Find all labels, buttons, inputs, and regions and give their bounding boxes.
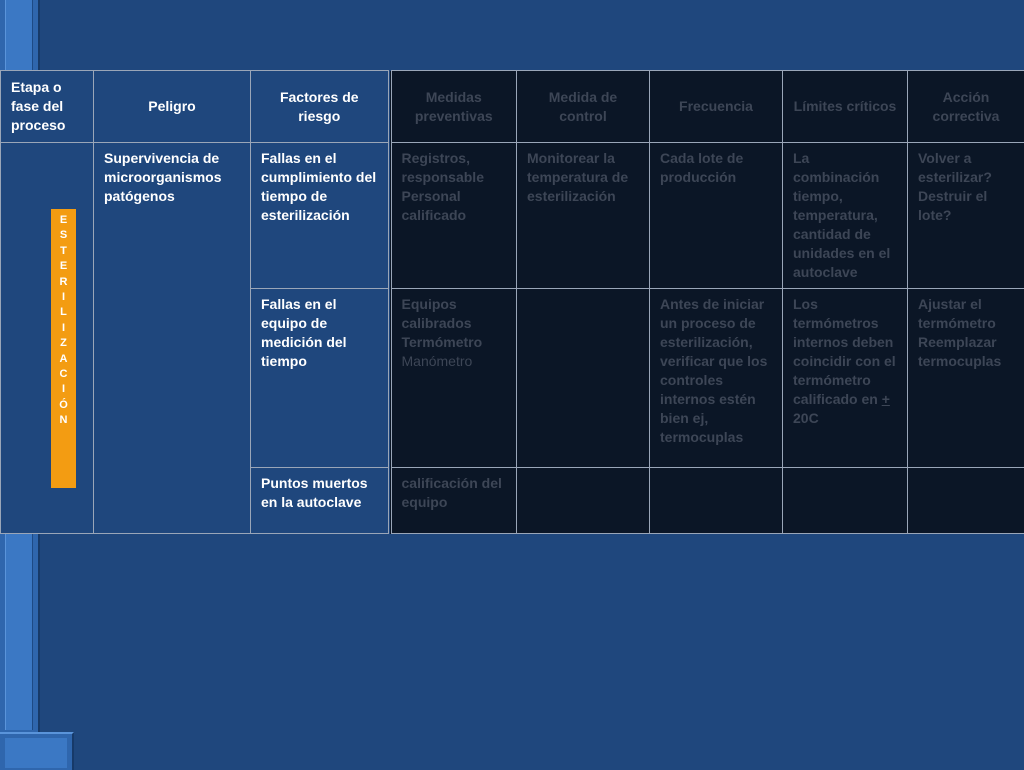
medidas-cell: calificación del equipo [390, 468, 517, 534]
stage-letter: E [60, 213, 67, 228]
control-cell [517, 468, 650, 534]
medidas-extra-text: Manómetro [402, 353, 473, 369]
control-cell: Monitorear la temperatura de esterilización [517, 143, 650, 289]
medidas-text: Equipos calibrados Termómetro [402, 296, 483, 350]
stage-letter: N [60, 413, 68, 428]
stage-letter: E [60, 259, 67, 274]
medidas-cell [390, 143, 517, 289]
medidas-extra-text: Personal calificado [402, 188, 467, 223]
control-cell [517, 289, 650, 468]
medidas-text: Registros, responsable [402, 150, 484, 185]
haccp-table [0, 70, 1024, 534]
stage-letter: C [60, 367, 68, 382]
plus-minus-symbol: + [882, 391, 890, 407]
header-etapa: Etapa o fase del proceso [1, 71, 94, 143]
header-peligro: Peligro [94, 71, 251, 143]
header-medidas: Medidas preventivas [390, 71, 517, 143]
stage-letter: S [60, 228, 67, 243]
stage-letter: T [60, 244, 67, 259]
stage-cell [1, 143, 94, 534]
medidas-cell [390, 289, 517, 468]
header-factores: Factores de riesgo [251, 71, 390, 143]
accion-cell: Volver a esterilizar? Destruir el lote? [908, 143, 1024, 289]
header-frecuencia: Frecuencia [650, 71, 783, 143]
table-header-row [1, 71, 1024, 143]
factor-cell: Puntos muertos en la autoclave [251, 468, 390, 534]
limites-text: Los termómetros internos deben coincidir con el termómetro calificado en [793, 296, 896, 407]
accion-cell: Ajustar el termómetro Reemplazar termocuplas [908, 289, 1024, 468]
header-limites: Límites críticos [783, 71, 908, 143]
table-row [1, 143, 1024, 289]
limites-cell [783, 289, 908, 468]
stage-letter: I [62, 321, 65, 336]
stage-letter: I [62, 290, 65, 305]
header-medida-control: Medida de control [517, 71, 650, 143]
stage-letter: Ó [59, 398, 68, 413]
stage-letter: Z [60, 336, 67, 351]
factor-cell: Fallas en el cumplimiento del tiempo de esterilización [251, 143, 390, 289]
decorative-foot-inner [5, 738, 67, 768]
accion-cell [908, 468, 1024, 534]
stage-letter: L [60, 305, 67, 320]
stage-letter: I [62, 382, 65, 397]
header-accion: Acción correctiva [908, 71, 1024, 143]
stage-label-esterilizacion [51, 209, 76, 488]
limites-cell: La combinación tiempo, temperatura, cantidad de unidades en el autoclave [783, 143, 908, 289]
frecuencia-cell [650, 468, 783, 534]
frecuencia-cell: Antes de iniciar un proceso de esterilización, verificar que los controles internos estén bien ej, termocuplas [650, 289, 783, 468]
frecuencia-cell: Cada lote de producción [650, 143, 783, 289]
stage-letter: R [60, 275, 68, 290]
factor-cell: Fallas en el equipo de medición del tiempo [251, 289, 390, 468]
limites-cell [783, 468, 908, 534]
stage-letter: A [60, 352, 68, 367]
hazard-cell: Supervivencia de microorganismos patógenos [94, 143, 251, 534]
limites-end-text: 20C [793, 410, 819, 426]
